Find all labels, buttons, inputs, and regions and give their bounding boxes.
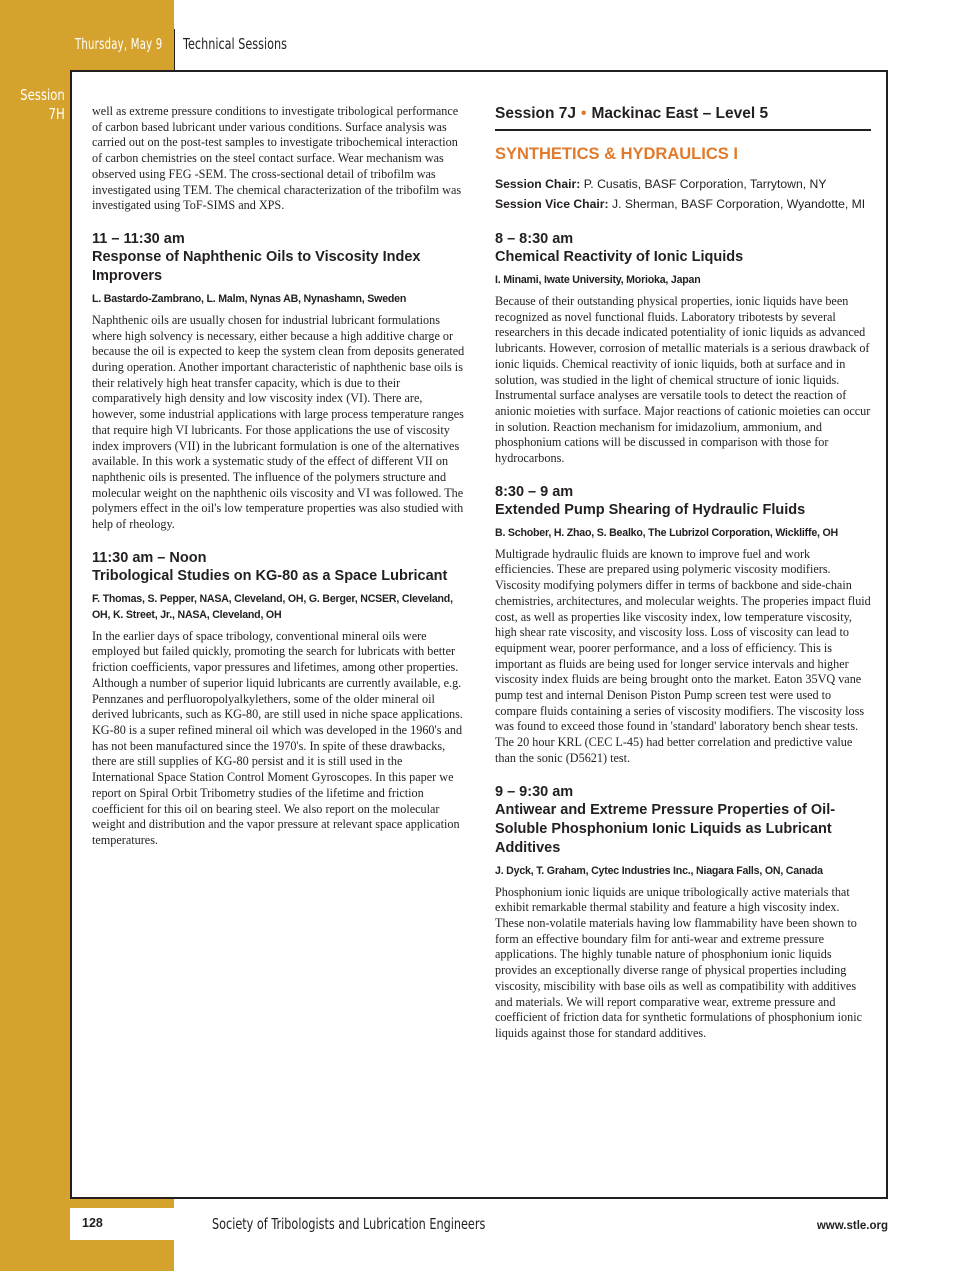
talk-time: 11:30 am – Noon [92, 549, 207, 566]
talk-time: 8:30 – 9 am [495, 483, 574, 500]
header-day: Thursday, May 9 [75, 35, 163, 53]
bullet-separator: • [581, 105, 587, 122]
content-panel [70, 70, 888, 1199]
talk-title: Extended Pump Shearing of Hydraulic Fluids [495, 501, 806, 518]
talk-abstract: In the earlier days of space tribology, conventional mineral oils were employed but failed quickly, promoting the search for lubricats with better friction coefficients, vapor pressures and lifetimes, among other properties. Although a number of superior liquid lubricants are currently available, e.g. Pennzanes and perfluoropolyalkylethers, some of the older mineral oil derived lubricants, such as KG-80, are still used in niche space applications. KG-80 is a super refined mineral oil which was developed in the 1960's and has not been manufactured since the 1970's. In spite of these drawbacks, there are still supplies of KG-80 persist and it is still used in the International Space Station Control Moment Gyroscopes. In this paper we report on Spiral Orbit Tribometry studies of the lifetime and friction coefficient for this oil on bearing steel. We also report on the molecular weight and distribution and the vapor pressure at relevant space application temperatures. [92, 628, 463, 847]
continuation-text: well as extreme pressure conditions to investigate tribological performance of carbon based lubricant under various conditions. Surface analysis was carried out on the post-test samples to investigate tribochemical interaction of carbon chemistries on the steel contact surface. Wear mechanism was observed using FEG -SEM. The cross-sectional detail of tribofilm was investigated using TEM. The chemical characterization of the tribofilm was investigated using ToF-SIMS and XPS. [92, 104, 462, 213]
footer-society: Society of Tribologists and Lubrication Engineers [212, 1215, 486, 1233]
talk-abstract: Phosphonium ionic liquids are unique tribologically active materials that exhibit remarkable thermal stability and feature a high viscosity index. These non-volatile materials having low flammability have been shown to form an effective boundary film for anti-wear and extreme pressure applications. The highly tunable nature of phosphonium ionic liquids provides an exceptionally diverse range of physical properties including viscosity, miscibility with base oils as well as compatibility with additives and materials. We will report comparative wear, extreme pressure and coefficient of friction data for synthetic formulations of phosphonium ionic liquids against those for standard additives. [495, 884, 862, 1040]
talk-time: 11 – 11:30 am [92, 230, 185, 247]
talk-time: 9 – 9:30 am [495, 783, 574, 800]
talk-abstract: Naphthenic oils are usually chosen for industrial lubricant formulations where high solvency is necessary, either because a high additive charge or because the oil is expected to keep the system clean from deposits generated during operation. Another important characteristic of naphthenic base oils is their relatively high heat transfer capacity, which is due to their comparatively high density and low viscosity index (VI). There are, however, some industrial applications with large process temperature ranges that require high VI lubricants. For those applications the use of viscosity index improvers (VII) in the lubricant formulation is one of the alternatives available. In this work a systematic study of the effect of different VII on naphthenic oils is presented. The influence of the polymers structure and molecular weight on the naphthenic oils viscosity and VI was followed. The polymers effect in the oil's low temperature properties was also studied with help of rheology. [92, 312, 465, 532]
left-column [92, 104, 466, 849]
talk-title: Tribological Studies on KG-80 as a Space Lubricant [92, 567, 448, 584]
talk-abstract: Because of their outstanding physical properties, ionic liquids have been recognized as novel functional fluids. Laboratory tribotests by several researchers in this decade indicated potentiality of ionic liquids as advanced lubricants. However, corrosion of metallic materials is a serious drawback of ionic liquids. Chemical reactivity of ionic liquids, both at surface and in solution, was studied in the light of chemical structure of ionic liquids. Instrumental surface analyses are versatile tools to detect the reaction of anionic moieties with surface. Major reactions of cationic moieties can occur in solution. Reaction mechanism for imidazolium, ammonium, and phosphonium cations will be discussed in comparison with those for hydrocarbons. [495, 294, 871, 466]
session-tab [18, 86, 65, 124]
session-location: Mackinac East – Level 5 [591, 105, 769, 122]
right-column [495, 104, 871, 1042]
talk-authors: L. Bastardo-Zambrano, L. Malm, Nynas AB, Nynashamn, Sweden [92, 292, 407, 305]
vice-chair-label: Session Vice Chair: [495, 197, 609, 211]
talk-title: Chemical Reactivity of Ionic Liquids [495, 249, 744, 265]
talk-authors: B. Schober, H. Zhao, S. Bealko, The Lubrizol Corporation, Wickliffe, OH [495, 526, 838, 539]
header-section-title: Technical Sessions [183, 35, 288, 53]
talk-authors: I. Minami, Iwate University, Morioka, Japan [495, 274, 701, 286]
session-chair [495, 174, 871, 194]
header-bar [174, 0, 960, 71]
talk-authors: J. Dyck, T. Graham, Cytec Industries Inc., Niagara Falls, ON, Canada [495, 864, 823, 877]
talk-block [495, 783, 871, 1042]
page-number-box [70, 1208, 174, 1240]
page-number: 128 [82, 1216, 103, 1230]
talk-title: Response of Naphthenic Oils to Viscosity Index Improvers [92, 248, 421, 284]
chair-label: Session Chair: [495, 177, 581, 191]
talk-abstract: Multigrade hydraulic fluids are known to improve fuel and work efficiencies. These are prepared using polymeric viscosity modifiers. Viscosity modifying polymers differ in terms of backbone and side-chain chemistries, architectures, and molecular weights. The properies impact fluid cost, as well as properties like viscosity index, low temperature viscosity, high shear rate viscosity, and viscosity loss. Loss of viscosity can lead to equipment wear, poorer performance, and a loss of efficiency. This is important as fluids are being used for longer service intervals and higher viscosity index fluids are being brought onto the market. Eaton 35VQ vane pump test and internal Denison Piston Pump screen test were used to compare fluids containing a series of viscosity modifiers. The viscosity loss was found to exceed those found in 'standard' laboratory bench shear tests. The 20 hour KRL (CEC L-45) had better correlation and predictive value than the sonic (D5621) test. [495, 546, 871, 765]
footer-url[interactable]: www.stle.org [816, 1220, 888, 1232]
talk-block [495, 230, 871, 467]
vice-chair-name: J. Sherman, BASF Corporation, Wyandotte, MI [611, 197, 866, 211]
session-header [495, 104, 871, 131]
session-name: SYNTHETICS & HYDRAULICS I [495, 145, 738, 163]
talk-authors: F. Thomas, S. Pepper, NASA, Cleveland, OH, G. Berger, NCSER, Cleveland, OH, K. Street, Jr., NASA, Cleveland, OH [92, 592, 453, 621]
session-vice-chair [495, 194, 871, 214]
session-tab-id: 7H [48, 105, 65, 123]
talk-block [92, 549, 466, 849]
talk-time: 8 – 8:30 am [495, 231, 574, 247]
talk-title: Antiwear and Extreme Pressure Properties of Oil-Soluble Phosphonium Ionic Liquids as Lubricant Additives [495, 801, 836, 856]
session-tab-label: Session [20, 86, 65, 104]
talk-block [92, 230, 466, 533]
session-id: Session 7J [495, 105, 576, 122]
talk-block [495, 483, 871, 767]
header-divider [174, 29, 175, 71]
chair-name: P. Cusatis, BASF Corporation, Tarrytown, NY [583, 177, 827, 191]
